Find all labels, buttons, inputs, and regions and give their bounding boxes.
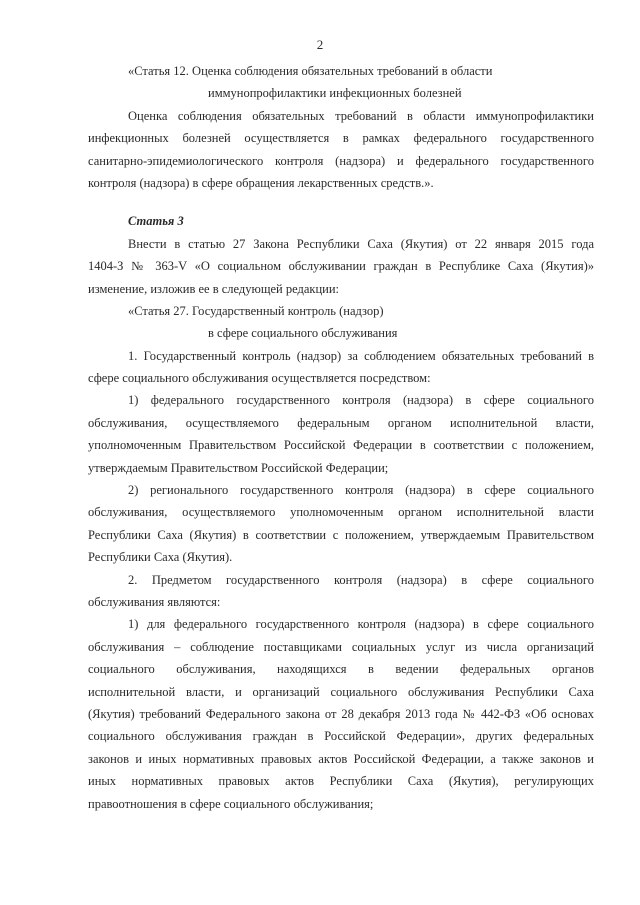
point2-sub1-line7: законов и иных нормативных правовых актов Российской Федерации, а также законов и xyxy=(88,751,594,766)
point2-sub1-line3: социального обслуживания, находящихся в ведении федеральных органов xyxy=(88,662,594,677)
point1-sub1-line1: 1) федерального государственного контроля (надзора) в сфере социального xyxy=(128,393,594,408)
point1-sub2-line1: 2) регионального государственного контроля (надзора) в сфере социального xyxy=(128,483,594,498)
article12-title-line1: «Статья 12. Оценка соблюдения обязательных требований в области xyxy=(128,64,493,78)
document-body xyxy=(88,60,594,815)
spacer xyxy=(88,194,594,210)
article27-title-line2: в сфере социального обслуживания xyxy=(208,326,398,341)
point1-sub1-line4: утверждаемым Правительством Российской Федерации; xyxy=(88,460,389,475)
point2-sub1-line9: правоотношения в сфере социального обслуживания; xyxy=(88,796,374,811)
article12-title-line2: иммунопрофилактики инфекционных болезней xyxy=(208,86,462,101)
article12-para-line4: контроля (надзора) в сфере обращения лекарственных средств.». xyxy=(88,175,434,190)
article12-para-line3: санитарно-эпидемиологического контроля (надзора) и федерального государственного xyxy=(88,153,594,168)
point1-line2: сфере социального обслуживания осуществляется посредством: xyxy=(88,371,431,386)
point2-sub1-line8: иных нормативных правовых актов Республики Саха (Якутия), регулирующих xyxy=(88,774,594,789)
point1-sub2-line3: Республики Саха (Якутия) в соответствии с положением, утверждаемым Правительством xyxy=(88,527,594,542)
point1-sub1-line2: обслуживания, осуществляемого федеральным органом исполнительной власти, xyxy=(88,415,594,430)
article3-intro-line3: изменение, изложив ее в следующей редакции: xyxy=(88,281,339,296)
point2-sub1-line5: (Якутия) требований Федерального закона от 28 декабря 2013 года № 442-ФЗ «Об основах xyxy=(88,706,594,721)
page-number: 2 xyxy=(316,37,324,52)
point1-sub2-line4: Республики Саха (Якутия). xyxy=(88,550,233,565)
point2-sub1-line1: 1) для федерального государственного контроля (надзора) в сфере социального xyxy=(128,617,594,632)
point2-sub1-line6: социального обслуживания граждан в Российской Федерации», других федеральных xyxy=(88,729,594,744)
article27-title-line1: «Статья 27. Государственный контроль (надзор) xyxy=(128,303,384,318)
point2-sub1-line4: исполнительной власти, и организаций социального обслуживания Республики Саха xyxy=(88,684,594,699)
article12-para-line1: Оценка соблюдения обязательных требований в области иммунопрофилактики xyxy=(128,108,594,123)
article3-heading: Статья 3 xyxy=(128,214,184,229)
point1-sub2-line2: обслуживания, осуществляемого уполномоченным органом исполнительной власти xyxy=(88,505,594,520)
article3-intro-line1: Внести в статью 27 Закона Республики Саха (Якутия) от 22 января 2015 года xyxy=(128,236,594,251)
article12-para-line2: инфекционных болезней осуществляется в рамках федерального государственного xyxy=(88,131,594,146)
point2-line2: обслуживания являются: xyxy=(88,594,221,609)
article3-intro-line2: 1404-З № 363-V «О социальном обслуживании граждан в Республике Саха (Якутия)» xyxy=(88,259,594,274)
point2-sub1-line2: обслуживания – соблюдение поставщиками социальных услуг из числа организаций xyxy=(88,639,594,654)
point1-sub1-line3: уполномоченным Правительством Российской Федерации в соответствии с положением, xyxy=(88,438,594,453)
point2-line1: 2. Предметом государственного контроля (надзора) в сфере социального xyxy=(128,572,594,587)
point1-line1: 1. Государственный контроль (надзор) за соблюдением обязательных требований в xyxy=(128,348,594,363)
